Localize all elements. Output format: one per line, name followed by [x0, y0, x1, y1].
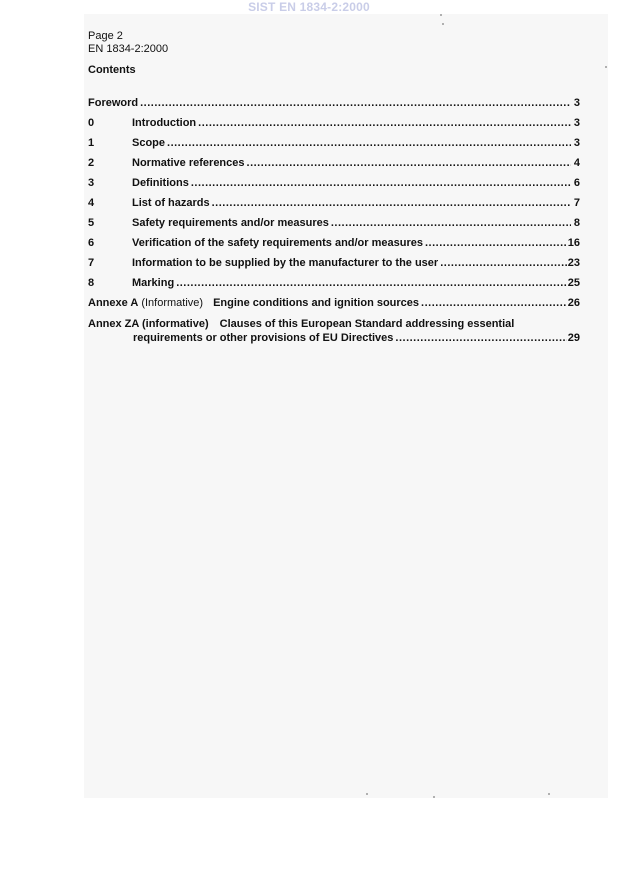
toc-entry-number: 4	[88, 197, 95, 209]
annex-a-title: Engine conditions and ignition sources	[213, 297, 420, 309]
annex-a-type-wrap	[138, 296, 203, 310]
toc-leader	[395, 331, 566, 345]
toc-entry-page: 7	[573, 197, 580, 209]
toc-leader	[440, 256, 567, 270]
toc-entry-scope[interactable]	[88, 136, 580, 150]
toc-entry-number: 5	[88, 217, 95, 229]
toc-entry-page: 29	[567, 332, 580, 344]
toc-entry-number: 8	[88, 277, 95, 289]
toc-entry-number: 3	[88, 177, 95, 189]
annex-za-title-line1: Clauses of this European Standard addressing essential	[219, 318, 515, 330]
toc-entry-title: List of hazards	[132, 197, 210, 209]
toc-leader	[140, 96, 571, 110]
toc-leader	[198, 116, 571, 130]
toc-entry-title: Marking	[132, 277, 175, 289]
toc-entry-page: 3	[573, 137, 580, 149]
toc-leader	[421, 296, 567, 310]
toc-entry-title: Scope	[132, 137, 166, 149]
toc-entry-title: Normative references	[132, 157, 245, 169]
toc-entry-title: Verification of the safety requirements and/or measures	[132, 237, 423, 249]
toc-entry-title: Definitions	[132, 177, 189, 189]
scan-speck	[440, 14, 442, 16]
contents-heading: Contents	[88, 64, 136, 76]
toc-entry-page: 16	[567, 237, 580, 249]
toc-leader	[425, 236, 567, 250]
page-sheet	[84, 14, 608, 798]
toc-entry-number: 1	[88, 137, 95, 149]
toc-entry-page: 6	[573, 177, 580, 189]
scan-speck	[548, 793, 550, 795]
toc-entry-page: 26	[567, 297, 580, 309]
toc-entry-number: 6	[88, 237, 95, 249]
toc-entry-information-to-user[interactable]	[88, 256, 580, 270]
toc-entry-page: 25	[567, 277, 580, 289]
toc-entry-page: 8	[573, 217, 580, 229]
toc-entry-title: Foreword	[88, 97, 139, 109]
annex-a-label: Annexe A	[88, 297, 139, 309]
watermark: SIST EN 1834-2:2000	[248, 0, 370, 14]
annex-za-label: Annex ZA (informative)	[88, 318, 209, 330]
toc-leader	[191, 176, 571, 190]
toc-entry-page: 3	[573, 117, 580, 129]
scan-speck	[442, 23, 444, 25]
toc-leader	[331, 216, 571, 230]
toc-entry-title: Information to be supplied by the manufacturer to the user	[132, 257, 439, 269]
scan-speck	[433, 796, 435, 798]
toc-leader	[167, 136, 571, 150]
toc-entry-safety-requirements[interactable]	[88, 216, 580, 230]
toc-entry-number: 0	[88, 117, 95, 129]
toc-entry-page: 4	[573, 157, 580, 169]
toc-entry-annex-a[interactable]	[88, 296, 580, 310]
toc-entry-foreword[interactable]	[88, 96, 580, 110]
toc-entry-page: 3	[573, 97, 580, 109]
toc-leader	[176, 276, 567, 290]
toc-entry-title: Introduction	[132, 117, 197, 129]
annex-a-type: (Informative)	[141, 297, 204, 309]
toc-entry-marking[interactable]	[88, 276, 580, 290]
toc-entry-annex-za[interactable]	[88, 317, 514, 331]
scan-speck	[366, 793, 368, 795]
standard-number: EN 1834-2:2000	[88, 43, 169, 55]
toc-leader	[212, 196, 571, 210]
toc-entry-definitions[interactable]	[88, 176, 580, 190]
toc-entry-verification[interactable]	[88, 236, 580, 250]
toc-entry-annex-za-continued[interactable]	[88, 331, 580, 345]
toc-entry-page: 23	[567, 257, 580, 269]
toc-entry-list-of-hazards[interactable]	[88, 196, 580, 210]
toc-entry-number: 7	[88, 257, 95, 269]
scan-speck	[605, 66, 607, 68]
toc-leader	[247, 156, 571, 170]
toc-entry-introduction[interactable]	[88, 116, 580, 130]
toc-entry-title: Safety requirements and/or measures	[132, 217, 329, 229]
annex-za-title-line2: requirements or other provisions of EU Directives	[133, 332, 394, 344]
page-number: Page 2	[88, 30, 123, 42]
toc-entry-normative-references[interactable]	[88, 156, 580, 170]
toc-entry-number: 2	[88, 157, 95, 169]
